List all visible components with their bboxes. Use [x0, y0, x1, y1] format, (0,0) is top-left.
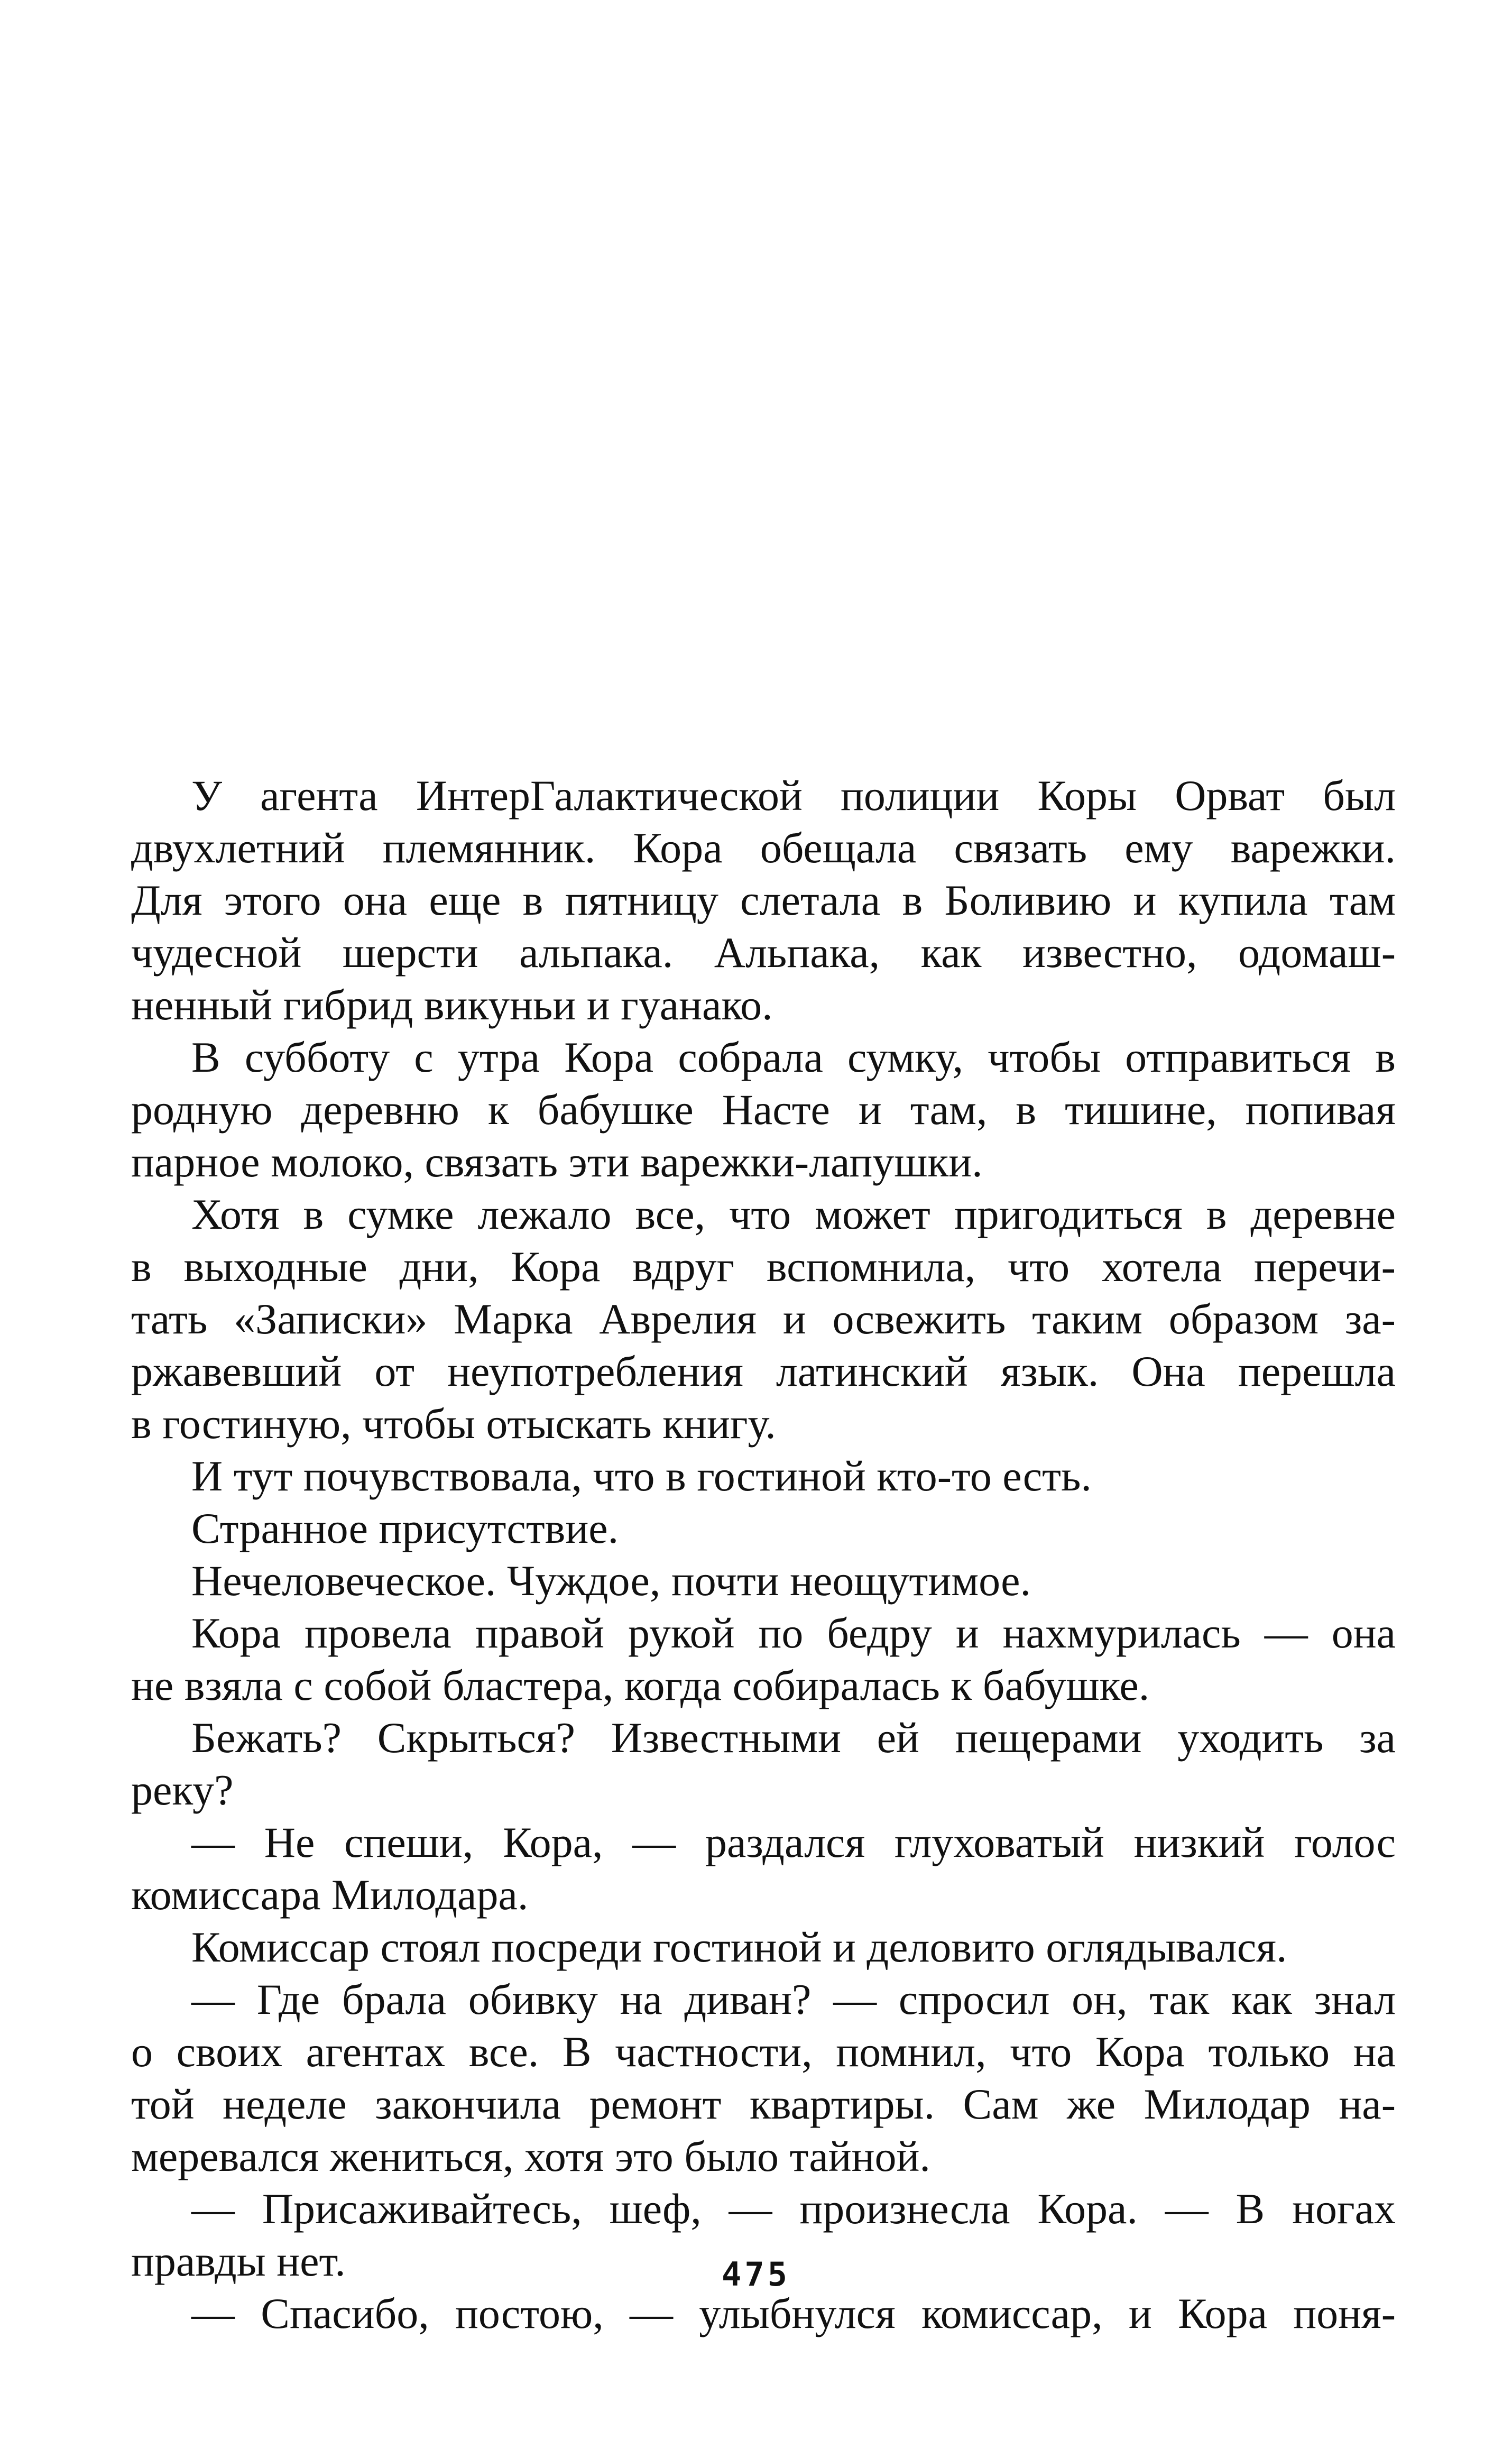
text-line: реку?	[131, 1766, 234, 1814]
body-text	[131, 769, 1396, 2340]
text-line: Комиссар стоял посреди гостиной и деловито оглядывался.	[191, 1923, 1287, 1971]
text-line: парное молоко, связать эти варежки-лапушки.	[131, 1138, 983, 1186]
text-line: Для этого она еще в пятницу слетала в Боливию и купила там	[131, 876, 1396, 924]
text-line: И тут почувствовала, что в гостиной кто-то есть.	[191, 1452, 1092, 1500]
text-line: той неделе закончила ремонт квартиры. Сам же Милодар на-	[131, 2080, 1396, 2128]
text-line: комиссара Милодара.	[131, 1871, 529, 1919]
text-line: — Где брала обивку на диван? — спросил он, так как знал	[191, 1975, 1396, 2023]
text-line: Кора провела правой рукой по бедру и нахмурилась — она	[191, 1609, 1396, 1657]
text-line: двухлетний племянник. Кора обещала связать ему варежки.	[131, 824, 1396, 872]
text-line: У агента ИнтерГалактической полиции Коры Орват был	[191, 771, 1396, 820]
text-line: чудесной шерсти альпака. Альпака, как известно, одомаш-	[131, 928, 1396, 977]
text-line: тать «Записки» Марка Аврелия и освежить таким образом за-	[131, 1295, 1396, 1343]
text-line: Странное присутствие.	[191, 1504, 619, 1552]
text-line: в выходные дни, Кора вдруг вспомнила, что хотела перечи-	[131, 1242, 1396, 1291]
text-line: — Присаживайтесь, шеф, — произнесла Кора. — В ногах	[191, 2185, 1396, 2233]
text-line: — Спасибо, постою, — улыбнулся комиссар, и Кора поня-	[191, 2289, 1396, 2337]
text-line: ржавевший от неупотребления латинский язык. Она перешла	[131, 1347, 1396, 1395]
text-line: меревался жениться, хотя это было тайной.	[131, 2132, 930, 2180]
text-line: ненный гибрид викуньи и гуанако.	[131, 981, 773, 1029]
text-line: о своих агентах все. В частности, помнил, что Кора только на	[131, 2028, 1396, 2076]
text-line: — Не спеши, Кора, — раздался глуховатый низкий голос	[191, 1818, 1396, 1866]
text-line: В субботу с утра Кора собрала сумку, чтобы отправиться в	[191, 1033, 1396, 1081]
text-line: в гостиную, чтобы отыскать книгу.	[131, 1400, 776, 1448]
text-line: Бежать? Скрыться? Известными ей пещерами уходить за	[191, 1714, 1396, 1762]
text-line: Хотя в сумке лежало все, что может пригодиться в деревне	[191, 1190, 1396, 1238]
text-line: не взяла с собой бластера, когда собиралась к бабушке.	[131, 1661, 1150, 1709]
text-line: родную деревню к бабушке Насте и там, в тишине, попивая	[131, 1085, 1396, 1134]
text-line: Нечеловеческое. Чуждое, почти неощутимое.	[191, 1557, 1031, 1605]
page-number: 475	[722, 2255, 790, 2294]
text-line: правды нет.	[131, 2237, 346, 2285]
